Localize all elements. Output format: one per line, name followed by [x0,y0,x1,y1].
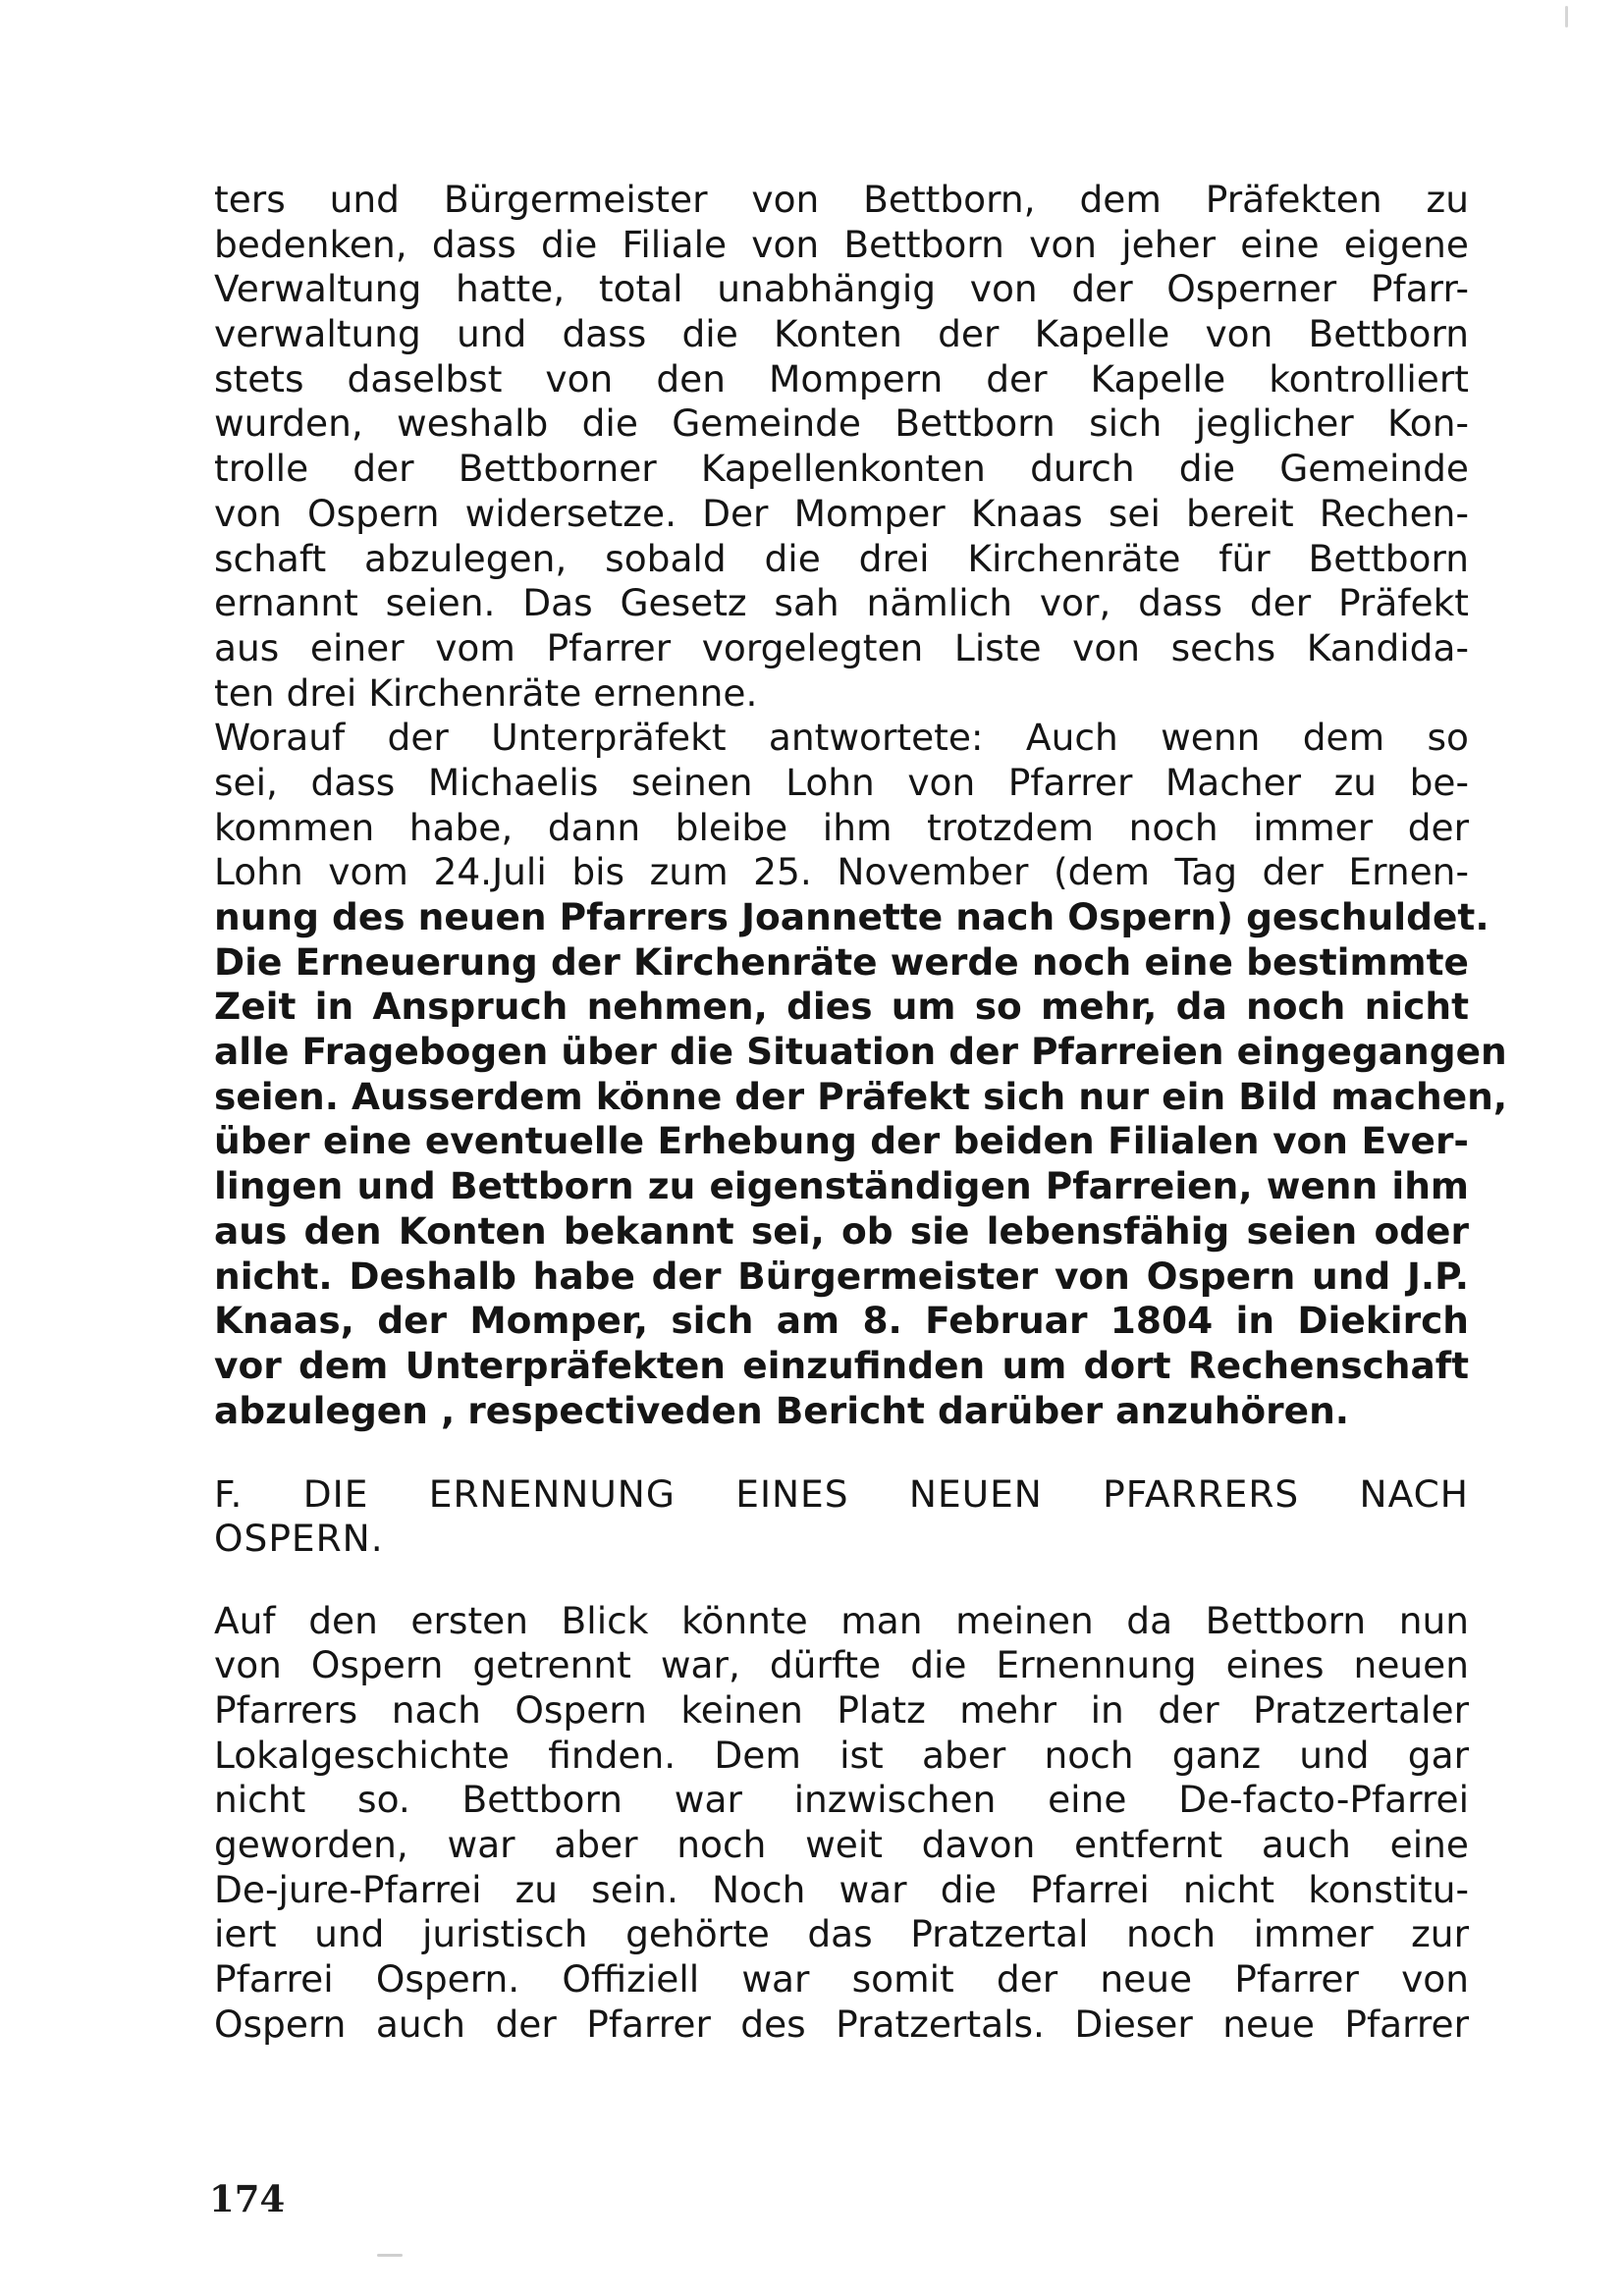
text-line: nicht. Deshalb habe der Bürgermeister von Ospern und J.P. [214,1254,1469,1298]
text-line: abzulegen , respectiveden Bericht darüber anzuhören. [214,1388,1350,1432]
text-line: Pfarrers nach Ospern keinen Platz mehr in der Pratzertaler [214,1687,1469,1732]
text-line: Worauf der Unterpräfekt antwortete: Auch wenn dem so [214,716,1469,760]
text-line: aus den Konten bekannt sei, ob sie lebensfähig seien oder [214,1208,1469,1253]
text-line: Ospern auch der Pfarrer des Pratzertals. Dieser neue Pfarrer [214,2002,1469,2046]
scan-speck [1565,6,1568,27]
text-line: De-jure-Pfarrei zu sein. Noch war die Pfarrei nicht konstitu- [214,1867,1469,1911]
paragraph-3 [214,1599,1469,2048]
text-line: lingen und Bettborn zu eigenständigen Pfarreien, wenn ihm [214,1164,1469,1208]
text-line: stets daselbst von den Mompern der Kapelle kontrolliert [214,356,1469,400]
text-line: kommen habe, dann bleibe ihm trotzdem noch immer der [214,805,1469,849]
section-heading [214,1471,1469,1561]
text-line: über eine eventuelle Erhebung der beiden Filialen von Ever- [214,1119,1469,1163]
text-line: Lohn vom 24.Juli bis zum 25. November (dem Tag der Ernen- [214,850,1469,894]
page-number: 174 [209,2177,286,2220]
text-line: ters und Bürgermeister von Bettborn, dem Präfekten zu [214,178,1469,221]
text-line: schaft abzulegen, sobald die drei Kirchenräte für Bettborn [214,536,1469,580]
text-line: Auf den ersten Blick könnte man meinen da Bettborn nun [214,1598,1469,1642]
heading-line: F. DIE ERNENNUNG EINES NEUEN PFARRERS NACH [214,1471,1469,1516]
text-line: von Ospern widersetze. Der Momper Knaas sei bereit Rechen- [214,491,1469,535]
text-line: Lokalgeschichte finden. Dem ist aber noch ganz und gar [214,1733,1469,1777]
text-line: sei, dass Michaelis seinen Lohn von Pfarrer Macher zu be- [214,760,1469,804]
text-line: ernannt seien. Das Gesetz sah nämlich vor, dass der Präfekt [214,581,1469,625]
text-line: iert und juristisch gehörte das Pratzertal noch immer zur [214,1912,1469,1956]
text-line: vor dem Unterpräfekten einzufinden um dort Rechenschaft [214,1343,1469,1387]
text-line: Zeit in Anspruch nehmen, dies um so mehr, da noch nicht [214,985,1469,1029]
text-line: Pfarrei Ospern. Offiziell war somit der neue Pfarrer von [214,1957,1469,2002]
text-line: aus einer vom Pfarrer vorgelegten Liste von sechs Kandida- [214,625,1469,669]
text-line: geworden, war aber noch weit davon entfernt auch eine [214,1823,1469,1867]
text-line: alle Fragebogen über die Situation der Pfarreien eingegangen [214,1030,1507,1074]
text-line: bedenken, dass die Filiale von Bettborn von jeher eine eigene [214,222,1469,266]
text-line: seien. Ausserdem könne der Präfekt sich nur ein Bild machen, [214,1074,1508,1118]
paragraph-1 [214,178,1508,1433]
text-line: nicht so. Bettborn war inzwischen eine De-facto-Pfarrei [214,1778,1469,1822]
text-line: Verwaltung hatte, total unabhängig von der Osperner Pfarr- [214,267,1469,311]
paragraph-2 [214,716,1508,1433]
text-line: ten drei Kirchenräte ernenne. [214,670,758,715]
heading-line: OSPERN. [214,1517,384,1561]
text-line: Die Erneuerung der Kirchenräte werde noch eine bestimmte [214,939,1469,984]
text-line: wurden, weshalb die Gemeinde Bettborn sich jeglicher Kon- [214,401,1469,446]
scan-speck [377,2254,403,2257]
text-line: nung des neuen Pfarrers Joannette nach Ospern) geschuldet. [214,895,1489,938]
text-line: von Ospern getrennt war, dürfte die Ernennung eines neuen [214,1643,1469,1687]
text-line: trolle der Bettborner Kapellenkonten durch die Gemeinde [214,447,1469,491]
text-line: Knaas, der Momper, sich am 8. Februar 1804 in Diekirch [214,1299,1469,1343]
text-line: verwaltung und dass die Konten der Kapelle von Bettborn [214,312,1469,356]
